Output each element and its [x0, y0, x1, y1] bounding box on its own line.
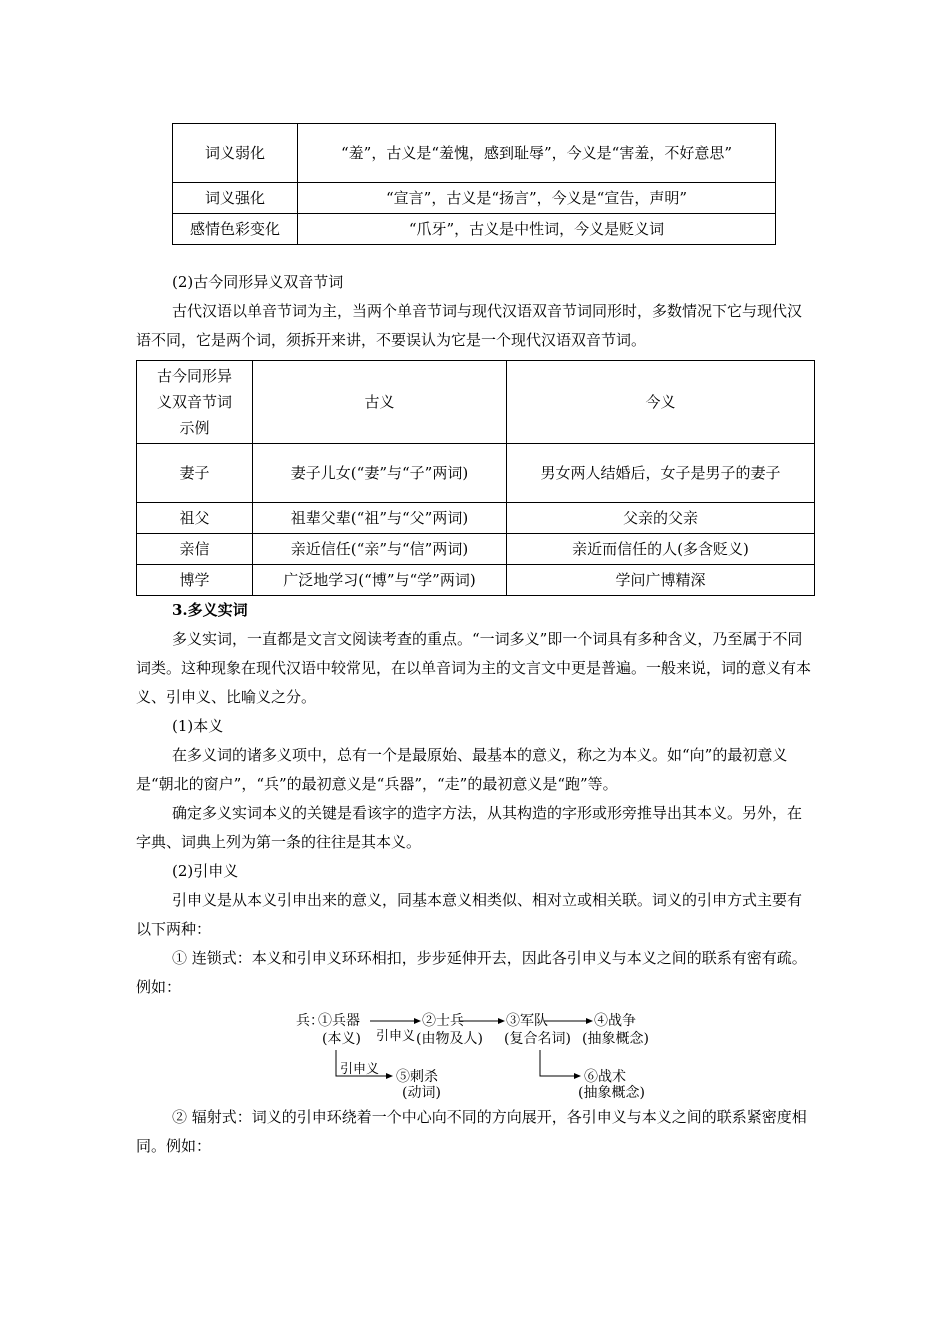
paragraph: 古代汉语以单音节词为主，当两个单音节词与现代汉语双音节词同形时，多数情况下它与现代汉语不同，它是两个词，须拆开来讲，不要误认为它是一个现代汉语双音节词。 — [136, 302, 803, 349]
table-cell: 祖辈父辈(“祖”与“父”两词) — [253, 503, 507, 534]
paragraph: ② 辐射式：词义的引申环绕着一个中心向不同的方向展开，各引申义与本义之间的联系紧密度相同。例如： — [136, 1108, 807, 1155]
chain-derivation-diagram — [292, 1008, 662, 1100]
table-cell: 感情色彩变化 — [173, 214, 298, 245]
paragraph: 多义实词，一直都是文言文阅读考查的重点。“一词多义”即一个词具有多种含义，乃至属于不同词类。这种现象在现代汉语中较常见，在以单音词为主的文言文中更是普遍。一般来说，词的意义有本义、引申义、比喻义之分。 — [136, 630, 812, 706]
paragraph: 在多义词的诸多义项中，总有一个是最原始、最基本的意义，称之为本义。如“向”的最初意义是“朝北的窗户”，“兵”的最初意义是“兵器”，“走”的最初意义是“跑”等。 — [136, 746, 788, 793]
table-row — [173, 214, 776, 245]
table-cell: 父亲的父亲 — [507, 503, 815, 534]
section-heading: (2)古今同形异义双音节词 — [172, 273, 344, 291]
table-cell: 男女两人结婚后，女子是男子的妻子 — [507, 444, 815, 503]
table-row — [137, 534, 815, 565]
diagram-node: ②士兵 — [422, 1013, 464, 1029]
table-row — [137, 565, 815, 596]
diagram-note: (抽象概念) — [582, 1031, 649, 1047]
sub-heading: (1)本义 — [172, 717, 224, 735]
arrow — [540, 1050, 580, 1076]
table-header: 古义 — [253, 361, 507, 444]
table-cell: 博学 — [137, 565, 253, 596]
diagram-node: ⑤刺杀 — [396, 1069, 438, 1085]
table-cell: 祖父 — [137, 503, 253, 534]
edge-label: 引申义 — [376, 1029, 416, 1044]
table-cell: 妻子儿女(“妻”与“子”两词) — [253, 444, 507, 503]
diagram-note: (本义) — [322, 1031, 361, 1047]
table-header: 今义 — [507, 361, 815, 444]
table-header-row — [137, 361, 815, 444]
table-header: 古今同形异义双音节词示例 — [137, 361, 253, 444]
table-cell: 词义强化 — [173, 183, 298, 214]
diagram-node: ③军队 — [506, 1013, 548, 1029]
table-cell: 广泛地学习(“博”与“学”两词) — [253, 565, 507, 596]
diagram-node: ⑥战术 — [584, 1069, 626, 1085]
table-cell: 词义弱化 — [173, 124, 298, 183]
table-cell: 亲信 — [137, 534, 253, 565]
table-row — [137, 503, 815, 534]
table-cell: “爪牙”，古义是中性词，今义是贬义词 — [298, 214, 776, 245]
diagram-node: ①兵器 — [318, 1013, 360, 1029]
table-cell: 亲近信任(“亲”与“信”两词) — [253, 534, 507, 565]
paragraph: 确定多义实词本义的关键是看该字的造字方法，从其构造的字形或形旁推导出其本义。另外，在字典、词典上列为第一条的往往是其本义。 — [136, 804, 803, 851]
diagram-note: (动词) — [402, 1085, 441, 1101]
diagram-node: ④战争 — [594, 1013, 636, 1029]
paragraph: 引申义是从本义引申出来的意义，同基本意义相类似、相对立或相关联。词义的引申方式主要有以下两种： — [136, 891, 803, 938]
table-cell: 妻子 — [137, 444, 253, 503]
table-cell: 学问广博精深 — [507, 565, 815, 596]
table-cell: 亲近而信任的人(多含贬义) — [507, 534, 815, 565]
table-row — [137, 444, 815, 503]
table-cell: “宣言”，古义是“扬言”，今义是“宣告，声明” — [298, 183, 776, 214]
semantic-change-table — [172, 123, 776, 245]
diagram-note: (抽象概念) — [578, 1085, 645, 1101]
diagram-note: (由物及人) — [416, 1031, 483, 1047]
paragraph: ① 连锁式：本义和引申义环环相扣，步步延伸开去，因此各引申义与本义之间的联系有密有疏。例如： — [136, 949, 807, 996]
sub-heading: (2)引申义 — [172, 862, 239, 880]
table-row — [173, 124, 776, 183]
edge-label: 引申义 — [340, 1062, 380, 1077]
homograph-table — [136, 360, 815, 596]
table-cell: “羞”，古义是“羞愧，感到耻辱”，今义是“害羞，不好意思” — [298, 124, 776, 183]
table-row — [173, 183, 776, 214]
diagram-root: 兵： — [296, 1013, 324, 1029]
section-heading: 3.多义实词 — [172, 601, 248, 619]
diagram-note: (复合名词) — [504, 1031, 571, 1047]
